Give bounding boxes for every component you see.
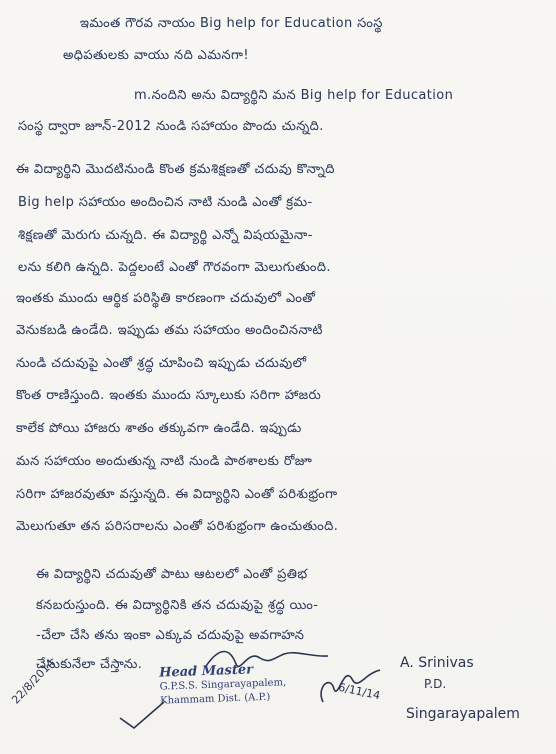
stamp-school: G.P.S.S. Singarayapalem, xyxy=(159,677,287,693)
letter-line-7: శిక్షణతో మెరుగు చున్నది. ఈ విద్యార్థి ఎన్నో విషయమైనా- xyxy=(18,228,313,243)
letter-line-14: మన సహాయం అందుతున్న నాటి నుండి పాఠశాలకు రోజూ xyxy=(16,454,313,469)
letter-line-12: కొంత రాణిస్తుంది. ఇంతకు ముందు స్కూలుకు సరిగా హాజరు xyxy=(16,388,322,403)
tick-mark xyxy=(118,700,168,730)
letter-line-17: ఈ విద్యార్థిని చదువుతో పాటు ఆటలలో ఎంతో ప్రతిభ xyxy=(36,567,308,582)
headmaster-stamp xyxy=(159,661,311,728)
right-signature-name: A. Srinivas xyxy=(400,655,474,671)
stamp-district: Khammam Dist. (A.P.) xyxy=(159,691,271,707)
date-left: 22/8/2014 xyxy=(9,656,58,707)
stamp-role: Head Master xyxy=(158,662,254,681)
letter-line-13: కాలేక పోయి హాజరు శాతం తక్కువగా ఉండేది. ఇప్పుడు xyxy=(16,421,302,436)
right-signature-title: P.D. xyxy=(424,677,447,691)
letter-line-18: కనబరుస్తుంది. ఈ విద్యార్థినికి తన చదువుపై శ్రద్ధ యిం- xyxy=(36,598,319,613)
letter-line-8: లను కలిగి ఉన్నది. పెద్దలంటే ఎంతో గౌరవంగా మెలుగుతుంది. xyxy=(18,260,331,275)
right-signature-place: Singarayapalem xyxy=(406,706,520,722)
letter-line-4: సంస్థ ద్వారా జూన్-2012 నుండి సహాయం పొందు చున్నది. xyxy=(18,119,324,134)
letter-line-11: నుండి చదువుపై ఎంతో శ్రద్ధ చూపించి ఇప్పుడు చదువులో xyxy=(16,356,307,371)
letter-line-5: ఈ విద్యార్థిని మొదటినుండి కొంత క్రమశిక్షణతో చదువు కొన్నాది xyxy=(16,162,335,177)
letter-line-6: Big help సహాయం అందించిన నాటి నుండి ఎంతో క్రమ- xyxy=(18,195,313,210)
letter-line-3: m.నందిని అను విద్యార్థిని మన Big help for Education xyxy=(134,88,454,103)
right-signature-block xyxy=(400,655,520,722)
letter-line-15: సరిగా హాజరవుతూ వస్తున్నది. ఈ విద్యార్థిని ఎంతో పరిశుభ్రంగా xyxy=(16,487,338,502)
middle-date: 6/11/14 xyxy=(337,680,382,703)
letter-line-16: మెలుగుతూ తన పరిసరాలను ఎంతో పరిశుభ్రంగా ఉంచుతుంది. xyxy=(16,519,339,534)
letter-line-9: ఇంతకు ముందు ఆర్థిక పరిస్థితి కారణంగా చదువులో ఎంతో xyxy=(16,291,316,306)
letter-line-19: -చేలా చేసి తను ఇంకా ఎక్కువ చదువుపై అవగాహన xyxy=(36,628,305,643)
letter-line-10: వెనుకబడి ఉండేది. ఇప్పుడు తమ సహాయం అందించిననాటి xyxy=(16,323,323,338)
letter-line-1: ఇమంత గౌరవ నాయం Big help for Education సంస్థ xyxy=(80,16,383,31)
letter-line-20: చేసుకునేలా చేస్తాను. xyxy=(36,657,143,672)
letter-line-2: అధిపతులకు వాయు నది ఎమనగా! xyxy=(63,48,249,63)
